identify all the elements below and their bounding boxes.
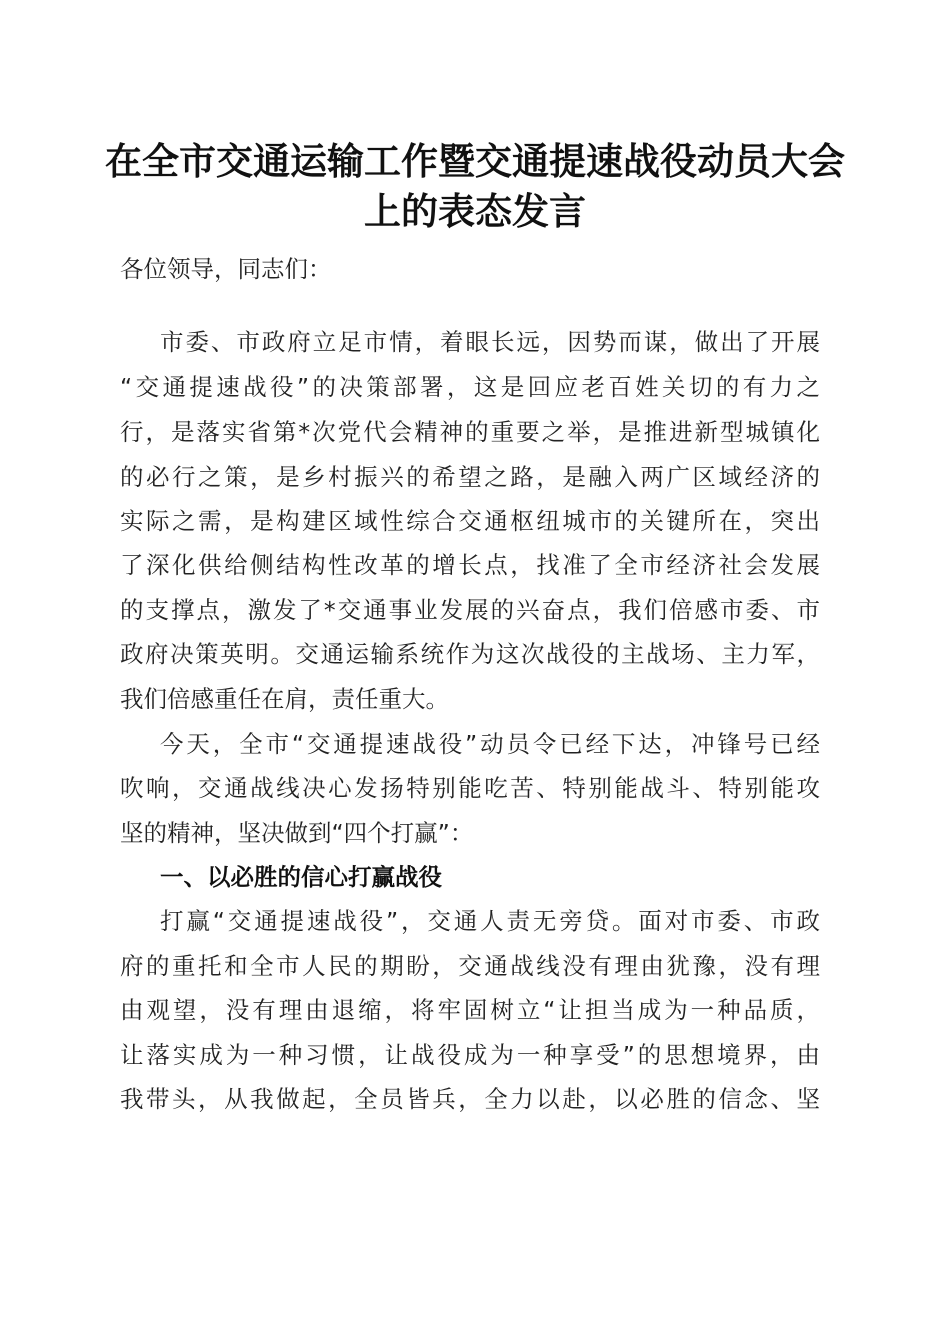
paragraph-1-line: 行，是落实省第*次党代会精神的重要之举，是推进新型城镇化 — [120, 418, 820, 446]
paragraph-1-line: 市委、市政府立足市情，着眼长远，因势而谋，做出了开展 — [160, 328, 820, 356]
section-1-line: 让落实成为一种习惯，让战役成为一种享受”的思想境界，由 — [120, 1041, 820, 1069]
paragraph-1-line: “交通提速战役”的决策部署，这是回应老百姓关切的有力之 — [120, 373, 820, 401]
section-1-line: 打赢“交通提速战役”，交通人责无旁贷。面对市委、市政 — [160, 907, 820, 935]
paragraph-2-line: 吹响，交通战线决心发扬特别能吃苦、特别能战斗、特别能攻 — [120, 774, 820, 802]
document-title — [100, 136, 850, 236]
paragraph-2-line: 今天，全市“交通提速战役”动员令已经下达，冲锋号已经 — [160, 730, 820, 758]
paragraph-1-line: 政府决策英明。交通运输系统作为这次战役的主战场、主力军， — [120, 640, 820, 668]
salutation: 各位领导，同志们： — [120, 255, 332, 283]
paragraph-1-line: 实际之需，是构建区域性综合交通枢纽城市的关键所在，突出 — [120, 507, 820, 535]
paragraph-1-line: 了深化供给侧结构性改革的增长点，找准了全市经济社会发展 — [120, 551, 820, 579]
section-1-line: 我带头，从我做起，全员皆兵，全力以赴，以必胜的信念、坚 — [120, 1085, 820, 1113]
title-line-1: 在全市交通运输工作暨交通提速战役动员大会 — [105, 139, 845, 183]
paragraph-1-line: 的支撑点，激发了*交通事业发展的兴奋点，我们倍感市委、市 — [120, 596, 820, 624]
title-line-2: 上的表态发言 — [364, 189, 586, 233]
paragraph-1-line: 我们倍感重任在肩，责任重大。 — [120, 685, 449, 713]
section-1-heading: 一、以必胜的信心打赢战役 — [160, 863, 442, 891]
section-1-line: 府的重托和全市人民的期盼，交通战线没有理由犹豫，没有理 — [120, 952, 820, 980]
paragraph-1-line: 的必行之策，是乡村振兴的希望之路，是融入两广区域经济的 — [120, 463, 820, 491]
section-1-line: 由观望，没有理由退缩，将牢固树立“让担当成为一种品质， — [120, 996, 820, 1024]
paragraph-2-line: 坚的精神，坚决做到“四个打赢”： — [120, 819, 474, 847]
